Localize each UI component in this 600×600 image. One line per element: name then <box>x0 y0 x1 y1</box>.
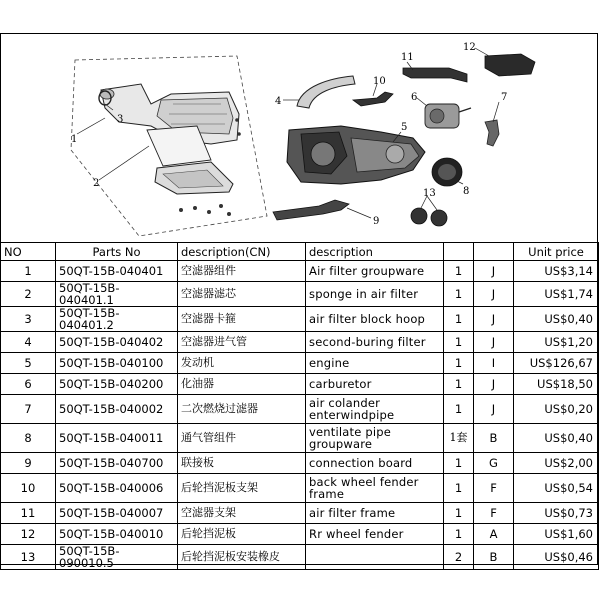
callout-5: 5 <box>401 122 408 133</box>
row-qty: 1 <box>444 395 474 424</box>
row-unit-price: US$2,00 <box>514 453 599 474</box>
header-description-cn: description(CN) <box>178 243 306 261</box>
row-description-line-1: back wheel fender <box>309 475 419 489</box>
row-description: carburetor <box>306 374 444 395</box>
row-description-cn: 空滤器支架 <box>178 503 306 524</box>
row-no: 1 <box>1 261 56 282</box>
row-description: air filter block hoop <box>306 307 444 332</box>
secondary-filter-drawing <box>485 120 499 146</box>
table-row <box>1 474 599 503</box>
header-code <box>474 243 514 261</box>
row-code: J <box>474 282 514 307</box>
header-unit-price: Unit price <box>514 243 599 261</box>
table-row <box>1 282 599 307</box>
row-code: J <box>474 332 514 353</box>
row-code: J <box>474 261 514 282</box>
row-description: Rr wheel fender <box>306 524 444 545</box>
row-description-cn: 空滤器卡箍 <box>178 307 306 332</box>
carburetor-drawing <box>425 104 471 128</box>
row-part-no: 50QT-15B-040011 <box>56 424 178 453</box>
callout-3: 3 <box>117 114 124 125</box>
row-no: 8 <box>1 424 56 453</box>
table-row <box>1 353 599 374</box>
row-unit-price: US$1,74 <box>514 282 599 307</box>
callout-1: 1 <box>71 134 78 145</box>
rear-fender-drawing <box>485 54 535 76</box>
row-description: Air filter groupware <box>306 261 444 282</box>
row-description-cn: 通气管组件 <box>178 424 306 453</box>
row-description <box>306 424 444 453</box>
callout-7: 7 <box>501 92 508 103</box>
row-description-cn: 空滤器进气管 <box>178 332 306 353</box>
row-part-no: 50QT-15B-090010.5 <box>56 545 178 570</box>
row-description <box>306 545 444 570</box>
row-qty: 1套 <box>444 424 474 453</box>
row-qty: 1 <box>444 307 474 332</box>
row-description: connection board <box>306 453 444 474</box>
row-description: air filter frame <box>306 503 444 524</box>
row-qty: 1 <box>444 374 474 395</box>
table-row <box>1 524 599 545</box>
row-unit-price: US$3,14 <box>514 261 599 282</box>
exploded-parts-diagram <box>1 34 597 242</box>
row-unit-price: US$0,54 <box>514 474 599 503</box>
table-row <box>1 503 599 524</box>
row-part-no: 50QT-15B-040402 <box>56 332 178 353</box>
callout-9: 9 <box>373 216 380 227</box>
mounting-rubbers-drawing <box>411 208 447 226</box>
row-unit-price: US$18,50 <box>514 374 599 395</box>
row-code: J <box>474 395 514 424</box>
row-code: J <box>474 374 514 395</box>
row-no: 6 <box>1 374 56 395</box>
fender-bracket-drawing <box>353 92 393 106</box>
table-row <box>1 332 599 353</box>
row-part-no: 50QT-15B-040200 <box>56 374 178 395</box>
row-no: 2 <box>1 282 56 307</box>
table-row <box>1 374 599 395</box>
row-part-no: 50QT-15B-040010 <box>56 524 178 545</box>
air-filter-frame-drawing <box>403 68 467 82</box>
row-description: sponge in air filter <box>306 282 444 307</box>
row-unit-price: US$0,20 <box>514 395 599 424</box>
row-description <box>306 474 444 503</box>
row-qty: 1 <box>444 261 474 282</box>
row-no: 13 <box>1 545 56 570</box>
table-row <box>1 545 599 570</box>
callout-2: 2 <box>93 178 100 189</box>
row-part-no: 50QT-15B-040002 <box>56 395 178 424</box>
row-part-no: 50QT-15B-040401.2 <box>56 307 178 332</box>
row-code: F <box>474 503 514 524</box>
row-code: I <box>474 353 514 374</box>
row-description: second-buring filter <box>306 332 444 353</box>
ventilate-pipe-drawing <box>432 158 462 186</box>
parts-price-table <box>0 242 599 570</box>
row-unit-price: US$1,20 <box>514 332 599 353</box>
row-qty: 1 <box>444 453 474 474</box>
header-parts-no: Parts No <box>56 243 178 261</box>
row-no: 9 <box>1 453 56 474</box>
row-description-line-2: groupware <box>309 437 373 451</box>
row-no: 11 <box>1 503 56 524</box>
row-qty: 1 <box>444 474 474 503</box>
row-part-no: 50QT-15B-040007 <box>56 503 178 524</box>
row-qty: 1 <box>444 503 474 524</box>
row-description-cn: 后轮挡泥板安装橡皮 <box>178 545 306 570</box>
row-no: 12 <box>1 524 56 545</box>
table-row <box>1 395 599 424</box>
row-no: 4 <box>1 332 56 353</box>
row-part-no: 50QT-15B-040401 <box>56 261 178 282</box>
table-row <box>1 424 599 453</box>
row-code: B <box>474 424 514 453</box>
row-no: 5 <box>1 353 56 374</box>
row-qty: 2 <box>444 545 474 570</box>
row-description: engine <box>306 353 444 374</box>
row-no: 3 <box>1 307 56 332</box>
connection-board-drawing <box>273 200 349 220</box>
intake-pipe-drawing <box>297 76 355 108</box>
engine-drawing <box>287 126 425 184</box>
callout-13: 13 <box>423 188 436 199</box>
row-description-line-1: ventilate pipe <box>309 425 392 439</box>
row-description-line-2: enterwindpipe <box>309 408 395 422</box>
row-qty: 1 <box>444 332 474 353</box>
row-code: B <box>474 545 514 570</box>
row-description-cn: 后轮挡泥板 <box>178 524 306 545</box>
row-unit-price: US$1,60 <box>514 524 599 545</box>
row-no: 10 <box>1 474 56 503</box>
row-code: A <box>474 524 514 545</box>
callout-8: 8 <box>463 186 470 197</box>
callout-4: 4 <box>275 96 282 107</box>
callout-6: 6 <box>411 92 418 103</box>
callout-11: 11 <box>401 52 414 63</box>
row-unit-price: US$126,67 <box>514 353 599 374</box>
row-part-no: 50QT-15B-040401.1 <box>56 282 178 307</box>
row-description-cn: 空滤器组件 <box>178 261 306 282</box>
table-header-row <box>1 243 599 261</box>
row-description <box>306 395 444 424</box>
row-description-cn: 联接板 <box>178 453 306 474</box>
row-qty: 1 <box>444 282 474 307</box>
row-part-no: 50QT-15B-040006 <box>56 474 178 503</box>
row-description-cn: 二次燃烧过滤器 <box>178 395 306 424</box>
table-row <box>1 453 599 474</box>
row-part-no: 50QT-15B-040700 <box>56 453 178 474</box>
row-code: G <box>474 453 514 474</box>
table-row <box>1 307 599 332</box>
header-qty <box>444 243 474 261</box>
row-description-cn: 化油器 <box>178 374 306 395</box>
row-code: J <box>474 307 514 332</box>
callout-12: 12 <box>463 42 476 53</box>
row-description-cn: 空滤器滤芯 <box>178 282 306 307</box>
row-description-cn: 后轮挡泥板支架 <box>178 474 306 503</box>
row-description-line-2: frame <box>309 487 345 501</box>
row-description-cn: 发动机 <box>178 353 306 374</box>
callout-10: 10 <box>373 76 386 87</box>
row-qty: 1 <box>444 353 474 374</box>
air-filter-cover-drawing <box>155 162 233 194</box>
header-no: NO <box>1 243 56 261</box>
table-row <box>1 261 599 282</box>
row-unit-price: US$0,40 <box>514 307 599 332</box>
row-part-no: 50QT-15B-040100 <box>56 353 178 374</box>
row-unit-price: US$0,40 <box>514 424 599 453</box>
row-unit-price: US$0,46 <box>514 545 599 570</box>
row-no: 7 <box>1 395 56 424</box>
row-unit-price: US$0,73 <box>514 503 599 524</box>
row-description-line-1: air colander <box>309 396 381 410</box>
header-description: description <box>306 243 444 261</box>
row-qty: 1 <box>444 524 474 545</box>
row-code: F <box>474 474 514 503</box>
